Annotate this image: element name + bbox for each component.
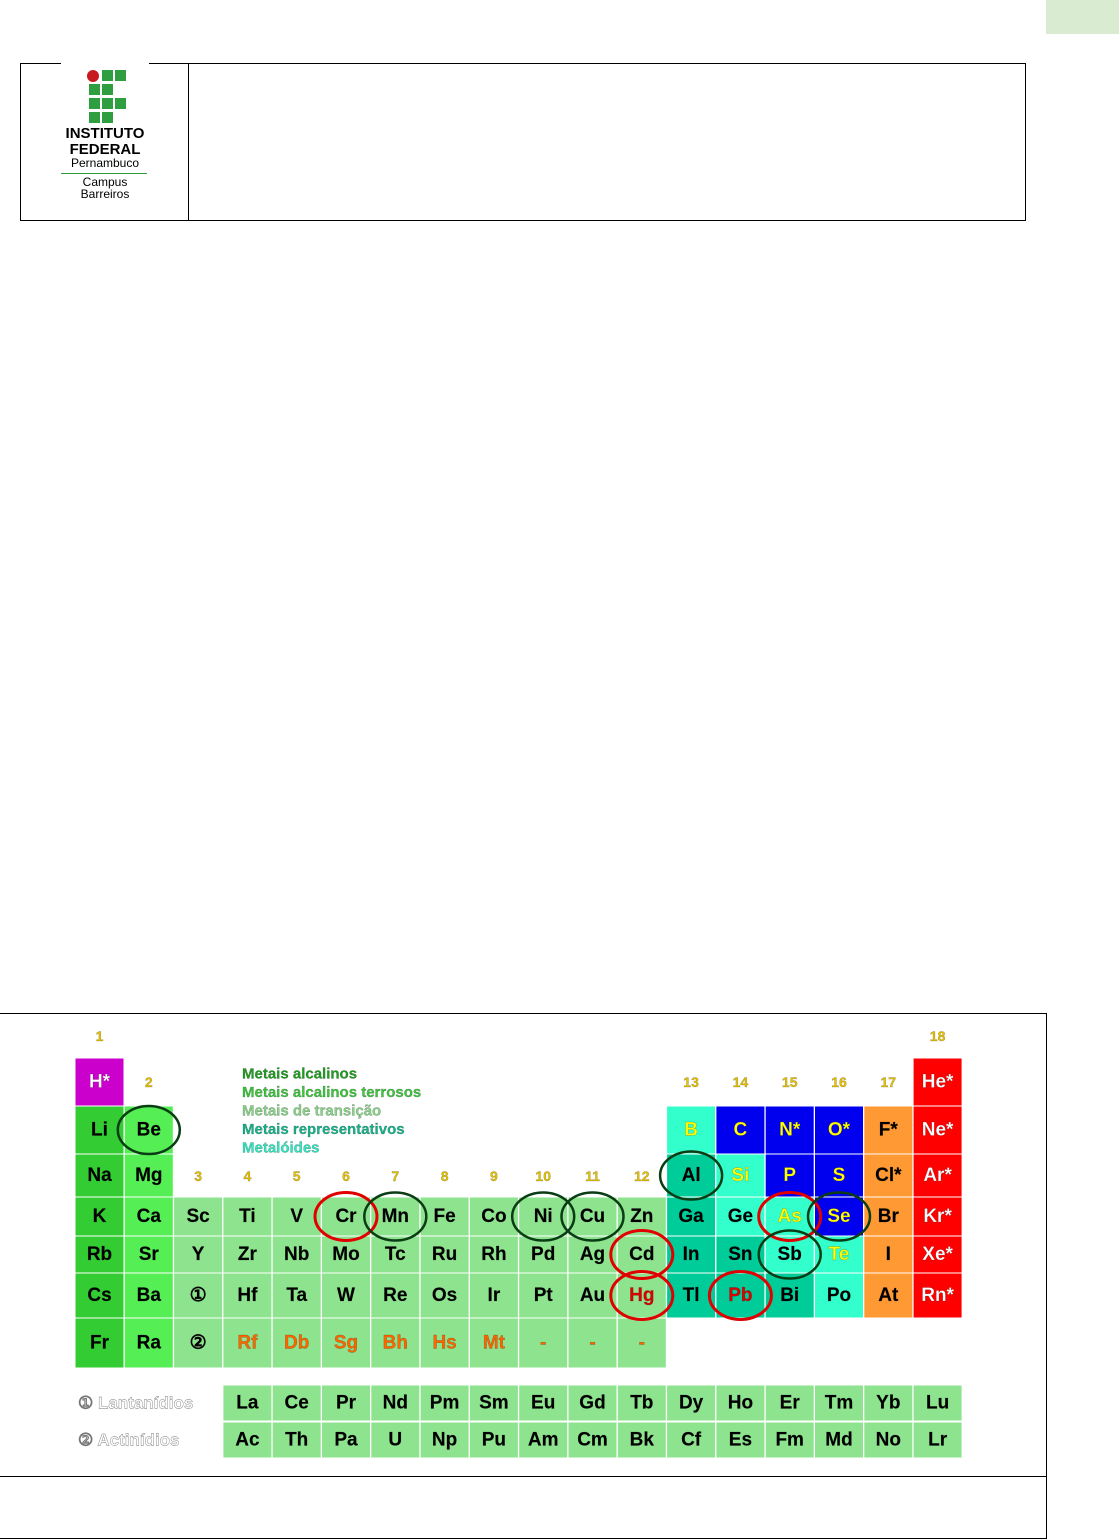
series-label-1: ② Actinídios (78, 1430, 180, 1450)
element-symbol-78: Bh (382, 1332, 408, 1354)
element-symbol-19: Ca (136, 1206, 161, 1227)
element-symbol-35: Kr* (923, 1206, 952, 1227)
series-symbol-0-14: Lu (925, 1392, 950, 1414)
element-symbol-42: Tc (384, 1244, 406, 1265)
group-label-14: 14 (732, 1074, 749, 1090)
element-symbol-3: Be (136, 1119, 161, 1141)
element-symbol-71: Rn* (921, 1285, 954, 1306)
element-symbol-33: Se (827, 1206, 851, 1227)
series-symbol-0-6: Eu (531, 1392, 556, 1414)
legend-item-5: Metalóides (242, 1139, 320, 1157)
element-symbol-28: Cu (579, 1206, 606, 1227)
group-label-12: 12 (634, 1168, 650, 1184)
element-symbol-31: Ge (727, 1206, 754, 1227)
element-symbol-12: Al (681, 1165, 701, 1186)
element-symbol-58: Ta (286, 1285, 308, 1306)
group-label-2: 2 (144, 1074, 153, 1090)
element-symbol-8: F* (878, 1119, 898, 1141)
element-symbol-80: Mt (482, 1332, 505, 1354)
element-symbol-61: Os (431, 1285, 458, 1306)
element-symbol-43: Ru (431, 1244, 458, 1265)
legend-item-4: Metais representativos (242, 1121, 405, 1138)
element-symbol-41: Mo (332, 1244, 360, 1265)
element-symbol-64: Au (579, 1285, 606, 1306)
element-symbol-11: Mg (135, 1165, 163, 1186)
element-symbol-15: S (832, 1165, 846, 1186)
element-symbol-69: Po (826, 1285, 852, 1306)
element-symbol-53: Xe* (922, 1244, 953, 1265)
element-symbol-56: ① (189, 1285, 207, 1306)
element-symbol-14: P (783, 1165, 797, 1186)
element-symbol-25: Fe (433, 1206, 456, 1227)
group-label-1: 1 (95, 1028, 104, 1044)
element-symbol-73: Ra (136, 1332, 161, 1354)
series-symbol-1-10: Es (728, 1429, 753, 1451)
element-symbol-34: Br (877, 1206, 899, 1227)
element-symbol-0: H* (88, 1071, 111, 1093)
group-label-18: 18 (929, 1028, 946, 1044)
group-label-15: 15 (781, 1074, 798, 1090)
element-symbol-21: Ti (239, 1206, 256, 1227)
element-symbol-27: Ni (533, 1206, 553, 1227)
series-symbol-1-11: Fm (775, 1429, 804, 1451)
series-symbol-1-6: Am (527, 1429, 559, 1451)
series-symbol-1-8: Bk (629, 1429, 654, 1451)
series-symbol-1-12: Md (825, 1429, 853, 1451)
series-symbol-0-11: Er (779, 1392, 800, 1414)
element-symbol-72: Fr (90, 1332, 109, 1354)
element-symbol-36: Rb (86, 1244, 113, 1265)
element-symbol-67: Pb (728, 1285, 753, 1306)
series-symbol-0-2: Pr (335, 1392, 357, 1414)
logo-text-campus: Campus (82, 175, 128, 189)
series-symbol-0-5: Sm (479, 1392, 509, 1414)
series-symbol-0-0: La (236, 1392, 259, 1414)
element-symbol-18: K (92, 1206, 107, 1227)
group-label-3: 3 (194, 1168, 202, 1184)
element-symbol-23: Cr (335, 1206, 357, 1227)
element-symbol-74: ② (189, 1332, 207, 1354)
element-symbol-62: Ir (487, 1285, 501, 1306)
series-label-0: ① Lantanídios (78, 1393, 194, 1413)
element-symbol-17: Ar* (923, 1165, 952, 1186)
group-label-5: 5 (292, 1168, 301, 1184)
series-symbol-1-3: U (388, 1429, 403, 1451)
group-label-4: 4 (243, 1168, 252, 1184)
series-symbol-1-0: Ac (235, 1429, 260, 1451)
series-symbol-0-4: Pm (429, 1392, 460, 1414)
element-symbol-55: Ba (136, 1285, 161, 1306)
element-symbol-4: B (684, 1119, 698, 1141)
series-symbol-1-5: Pu (481, 1429, 507, 1451)
element-symbol-20: Sc (186, 1206, 210, 1227)
element-symbol-37: Sr (138, 1244, 159, 1265)
series-symbol-1-13: No (875, 1429, 901, 1451)
element-symbol-26: Co (481, 1206, 507, 1227)
element-symbol-82: - (589, 1332, 596, 1354)
group-label-7: 7 (391, 1168, 400, 1184)
series-symbol-1-14: Lr (928, 1429, 948, 1451)
element-symbol-49: Sn (728, 1244, 753, 1265)
element-symbol-1: He* (921, 1071, 954, 1093)
element-symbol-60: Re (383, 1285, 408, 1306)
element-symbol-66: Tl (682, 1285, 700, 1306)
element-symbol-13: Si (731, 1165, 750, 1186)
element-symbol-46: Ag (579, 1244, 606, 1265)
series-symbol-1-1: Th (285, 1429, 309, 1451)
series-symbol-0-3: Nd (382, 1392, 408, 1414)
series-symbol-0-9: Dy (678, 1392, 704, 1414)
element-symbol-77: Sg (333, 1332, 359, 1354)
element-symbol-10: Na (87, 1165, 112, 1186)
element-symbol-76: Db (284, 1332, 310, 1354)
logo-text-federal: FEDERAL (69, 141, 141, 158)
series-symbol-1-9: Cf (681, 1429, 702, 1451)
logo-text-state: Pernambuco (70, 156, 140, 170)
element-symbol-81: - (540, 1332, 547, 1354)
element-symbol-48: In (682, 1244, 700, 1265)
element-symbol-9: Ne* (921, 1119, 954, 1141)
element-symbol-65: Hg (629, 1285, 655, 1306)
element-symbol-50: Sb (777, 1244, 802, 1265)
element-symbol-6: N* (779, 1119, 801, 1141)
element-symbol-70: At (878, 1285, 899, 1306)
element-symbol-38: Y (191, 1244, 205, 1265)
series-symbol-0-7: Gd (579, 1392, 606, 1414)
element-symbol-51: Te (828, 1244, 850, 1265)
element-symbol-54: Cs (87, 1285, 112, 1306)
series-symbol-0-8: Tb (630, 1392, 654, 1414)
element-symbol-57: Hf (237, 1285, 258, 1306)
group-label-8: 8 (440, 1168, 449, 1184)
group-label-10: 10 (535, 1168, 551, 1184)
series-symbol-1-4: Np (431, 1429, 458, 1451)
series-symbol-1-7: Cm (577, 1429, 608, 1451)
group-label-13: 13 (683, 1074, 699, 1090)
element-symbol-5: C (733, 1119, 748, 1141)
element-symbol-63: Pt (533, 1285, 553, 1306)
element-symbol-16: Cl* (875, 1165, 902, 1186)
element-symbol-45: Pd (531, 1244, 556, 1265)
series-symbol-0-1: Ce (284, 1392, 309, 1414)
element-symbol-47: Cd (629, 1244, 655, 1265)
legend-item-2: Metais alcalinos terrosos (242, 1084, 422, 1101)
element-symbol-68: Bi (780, 1285, 800, 1306)
legend-item-1: Metais alcalinos (242, 1065, 358, 1083)
element-symbol-7: O* (827, 1119, 851, 1141)
element-symbol-44: Rh (481, 1244, 507, 1265)
group-label-9: 9 (490, 1168, 498, 1184)
series-symbol-0-12: Tm (824, 1392, 854, 1414)
element-symbol-52: I (885, 1244, 891, 1265)
element-symbol-29: Zn (630, 1206, 654, 1227)
element-symbol-32: As (777, 1206, 802, 1227)
element-symbol-83: - (638, 1332, 645, 1354)
element-symbol-59: W (337, 1285, 355, 1306)
group-label-11: 11 (585, 1168, 600, 1184)
series-symbol-1-2: Pa (334, 1429, 358, 1451)
series-symbol-0-10: Ho (727, 1392, 754, 1414)
element-symbol-30: Ga (678, 1206, 704, 1227)
element-symbol-2: Li (91, 1119, 108, 1141)
element-symbol-39: Zr (237, 1244, 257, 1265)
element-symbol-75: Rf (237, 1332, 258, 1354)
legend-item-3: Metais de transição (242, 1102, 382, 1120)
group-label-17: 17 (880, 1074, 897, 1090)
element-symbol-24: Mn (381, 1206, 410, 1227)
logo-text-instituto: INSTITUTO (65, 125, 145, 142)
element-symbol-79: Hs (432, 1332, 457, 1354)
logo-text-campus-name: Barreiros (80, 187, 130, 201)
group-label-6: 6 (342, 1168, 350, 1184)
element-symbol-22: V (290, 1206, 304, 1227)
element-symbol-40: Nb (284, 1244, 310, 1265)
group-label-16: 16 (831, 1074, 847, 1090)
series-symbol-0-13: Yb (876, 1392, 901, 1414)
